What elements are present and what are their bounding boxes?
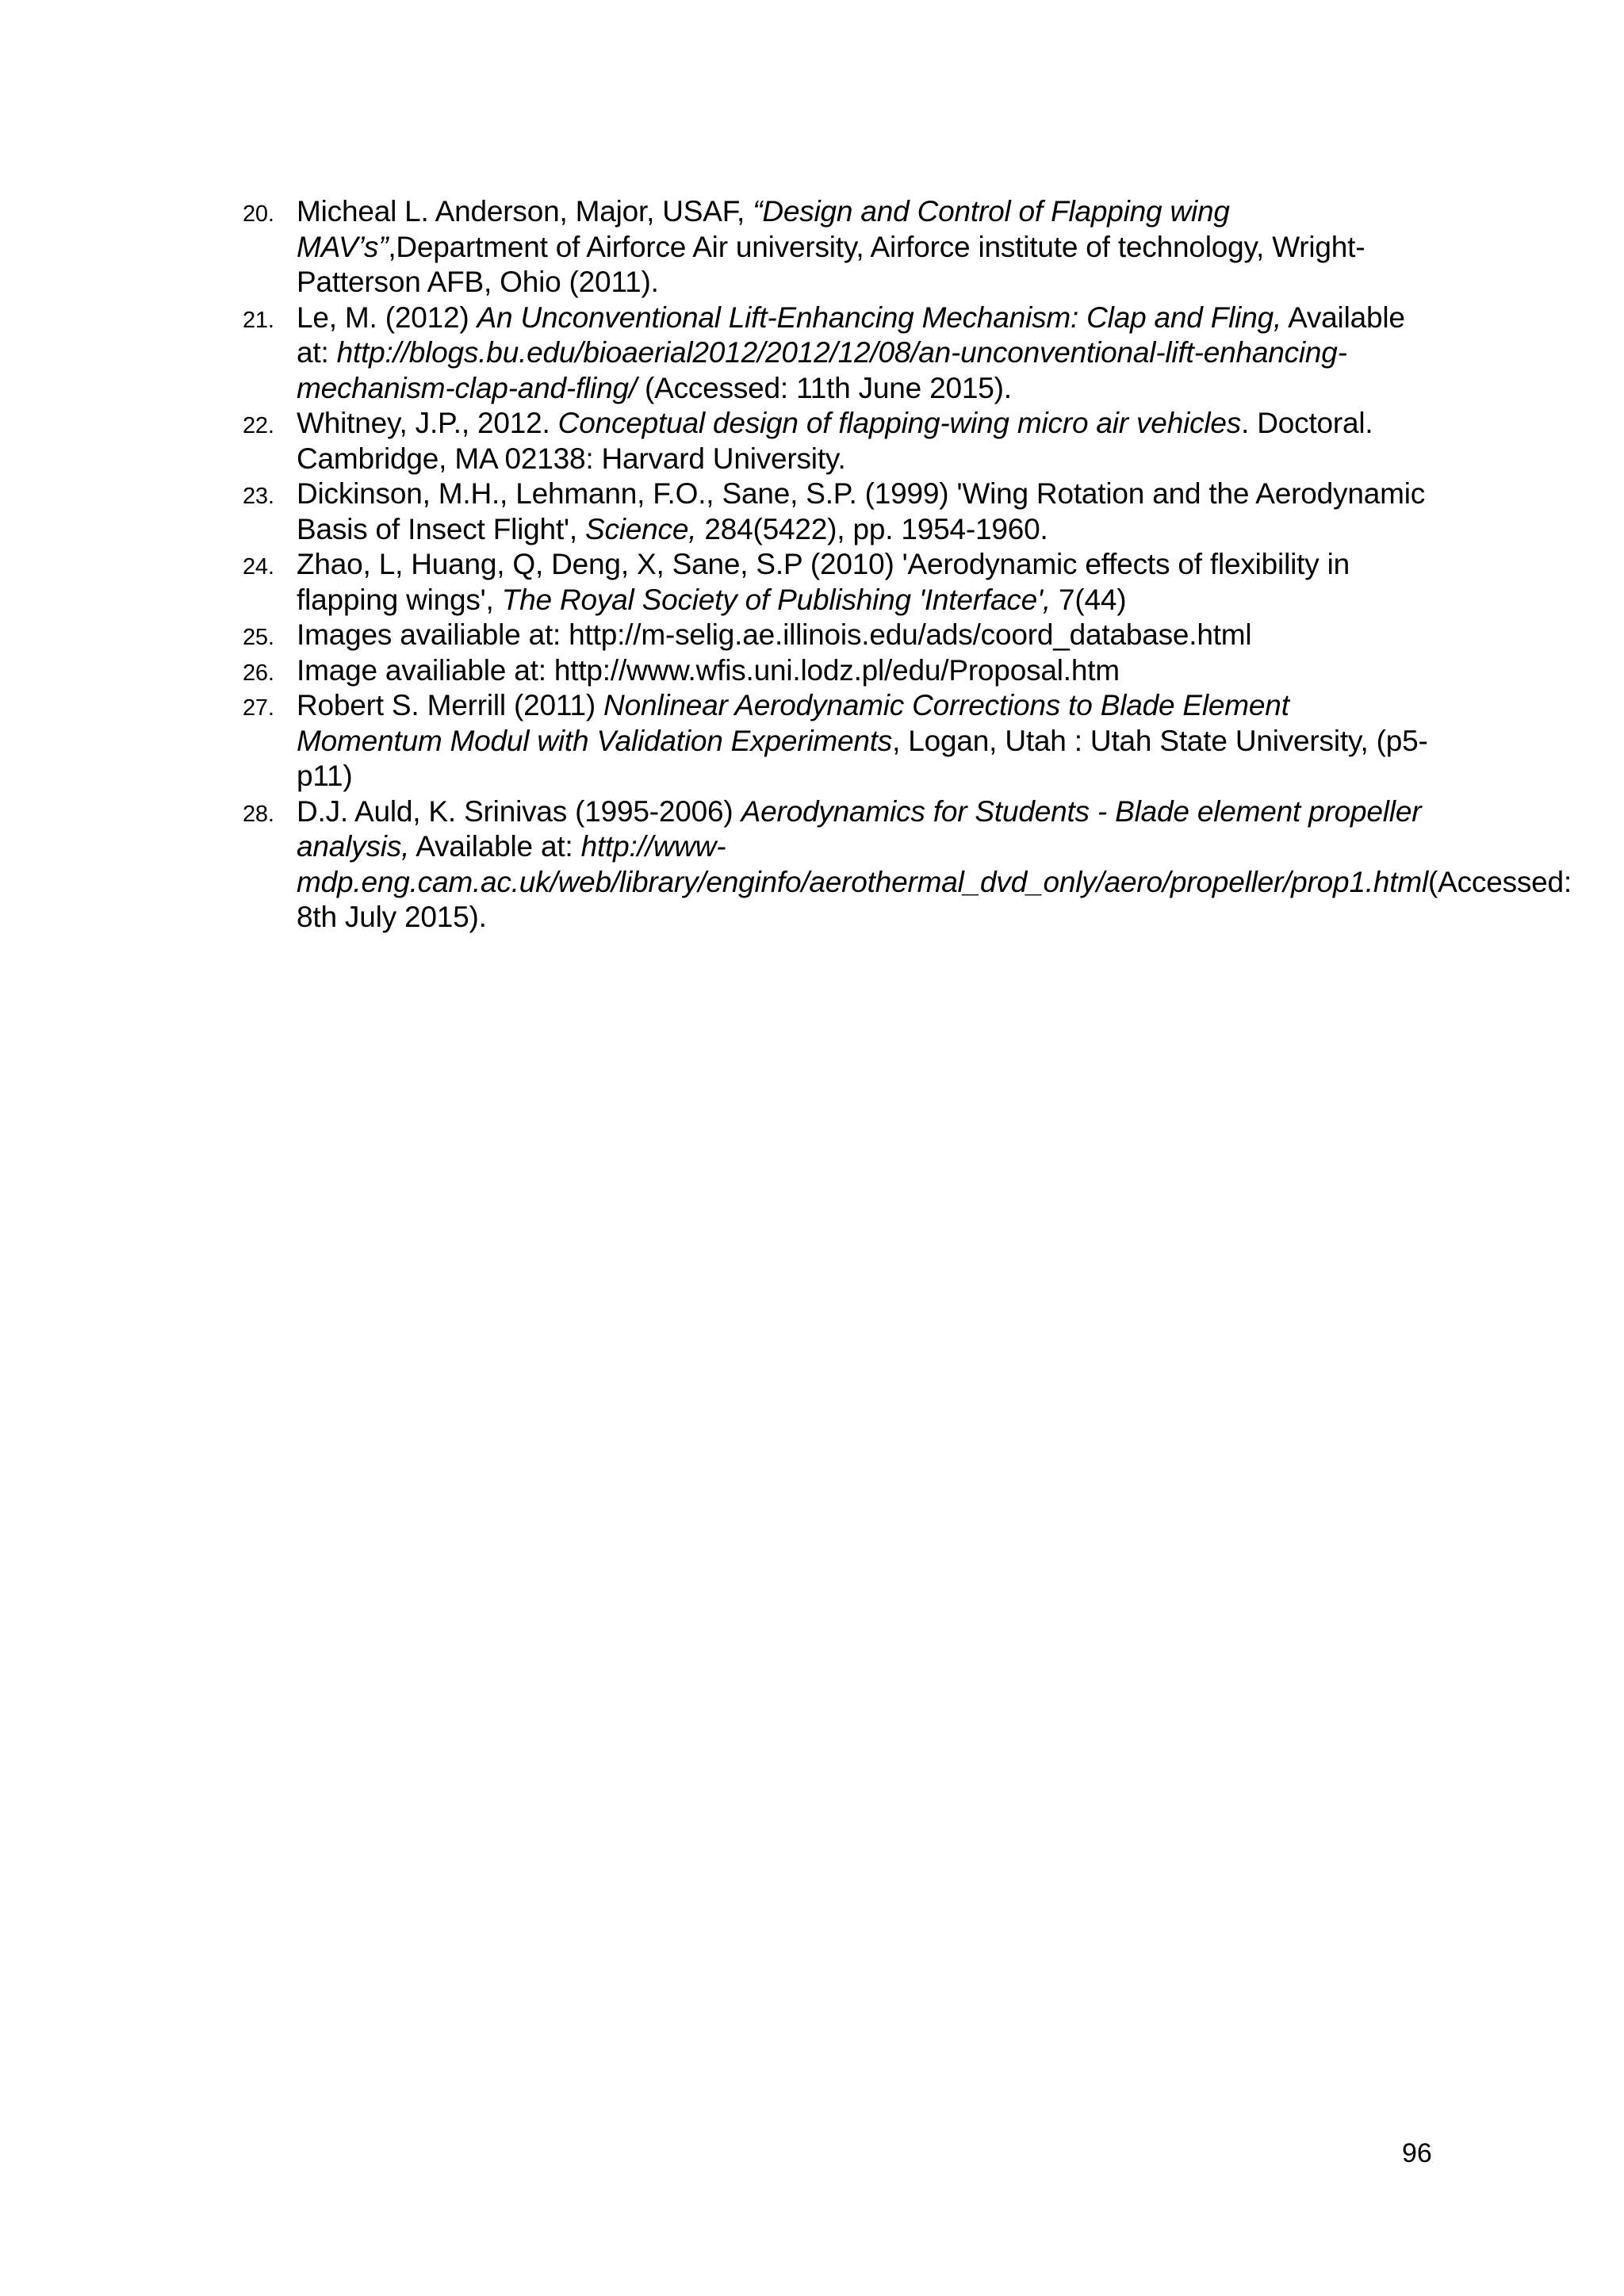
reference-text — [297, 476, 1432, 547]
reference-number: 23. — [243, 484, 274, 509]
reference-segment: (Accessed: 11th June 2015). — [636, 371, 1012, 404]
reference-text — [297, 618, 1432, 653]
reference-text — [297, 300, 1432, 407]
reference-item — [243, 653, 1432, 689]
reference-list — [243, 194, 1572, 936]
reference-segment: (Accessed: 8th July 2015). — [297, 865, 1572, 933]
reference-text — [297, 547, 1432, 618]
reference-italic-segment: Nonlinear Aerodynamic Corrections to Blade Element Momentum Modul with Validation Experiments — [297, 689, 1289, 757]
reference-segment: , Logan, Utah : Utah State University, (p5-p11) — [297, 724, 1428, 792]
reference-number: 25. — [243, 625, 274, 650]
reference-segment: Available at: — [297, 300, 1405, 369]
reference-item — [243, 794, 1572, 936]
reference-segment: Available at: — [409, 830, 581, 863]
reference-item — [243, 300, 1432, 407]
reference-italic-segment: Science, — [585, 512, 697, 545]
reference-segment: . Doctoral. Cambridge, MA 02138: Harvard University. — [297, 407, 1373, 475]
reference-italic-segment: http://blogs.bu.edu/bioaerial2012/2012/12/08/an-unconventional-lift-enhancing-mechanism-clap-and-fling/ — [297, 336, 1347, 404]
reference-number: 27. — [243, 695, 274, 721]
reference-italic-segment: “Design and Control of Flapping wing MAV’s” — [297, 195, 1230, 263]
reference-text — [297, 794, 1572, 936]
reference-number: 20. — [243, 201, 274, 227]
reference-item — [243, 688, 1432, 794]
reference-item — [243, 476, 1432, 547]
reference-text — [297, 194, 1432, 300]
reference-italic-segment: Conceptual design of flapping-wing micro air vehicles — [557, 407, 1242, 439]
reference-segment: Dickinson, M.H., Lehmann, F.O., Sane, S.P. (1999) 'Wing Rotation and the Aerodynamic Basis of Insect Flight', — [297, 477, 1426, 545]
reference-segment: Le, M. (2012) — [297, 300, 477, 334]
reference-italic-segment: An Unconventional Lift-Enhancing Mechanism: Clap and Fling, — [477, 300, 1282, 334]
reference-segment: 284(5422), pp. 1954-1960. — [696, 512, 1048, 545]
reference-number: 26. — [243, 660, 274, 686]
reference-number: 22. — [243, 413, 274, 438]
reference-text — [297, 653, 1432, 689]
reference-item — [243, 406, 1432, 476]
reference-italic-segment: http://www-mdp.eng.cam.ac.uk/web/library/enginfo/aerothermal_dvd_only/aero/propeller/prop1.html — [297, 830, 1428, 898]
reference-number: 21. — [243, 307, 274, 333]
reference-italic-segment: Aerodynamics for Students - Blade element propeller analysis, — [297, 794, 1422, 863]
reference-segment: ,Department of Airforce Air university, Airforce institute of technology, Wright-Patterson AFB, Ohio (2011). — [297, 230, 1365, 298]
reference-segment: Image availiable at: http://www.wfis.uni.lodz.pl/edu/Proposal.htm — [297, 653, 1120, 687]
page-number: 96 — [1402, 2138, 1432, 2168]
reference-segment: D.J. Auld, K. Srinivas (1995-2006) — [297, 794, 741, 828]
reference-segment: Zhao, L, Huang, Q, Deng, X, Sane, S.P (2010) 'Aerodynamic effects of flexibility in flapping wings', — [297, 548, 1350, 616]
reference-segment: Images availiable at: http://m-selig.ae.illinois.edu/ads/coord_database.html — [297, 618, 1252, 651]
reference-italic-segment: The Royal Society of Publishing 'Interface', — [501, 583, 1051, 616]
reference-number: 24. — [243, 554, 274, 580]
reference-segment: Whitney, J.P., 2012. — [297, 407, 558, 439]
reference-segment: Robert S. Merrill (2011) — [297, 689, 604, 721]
reference-item — [243, 194, 1432, 300]
reference-number: 28. — [243, 801, 274, 827]
reference-text — [297, 406, 1432, 476]
reference-text — [297, 688, 1432, 794]
reference-segment: Micheal L. Anderson, Major, USAF, — [297, 195, 753, 228]
reference-item — [243, 618, 1432, 653]
reference-segment: 7(44) — [1050, 583, 1127, 616]
reference-item — [243, 547, 1432, 618]
